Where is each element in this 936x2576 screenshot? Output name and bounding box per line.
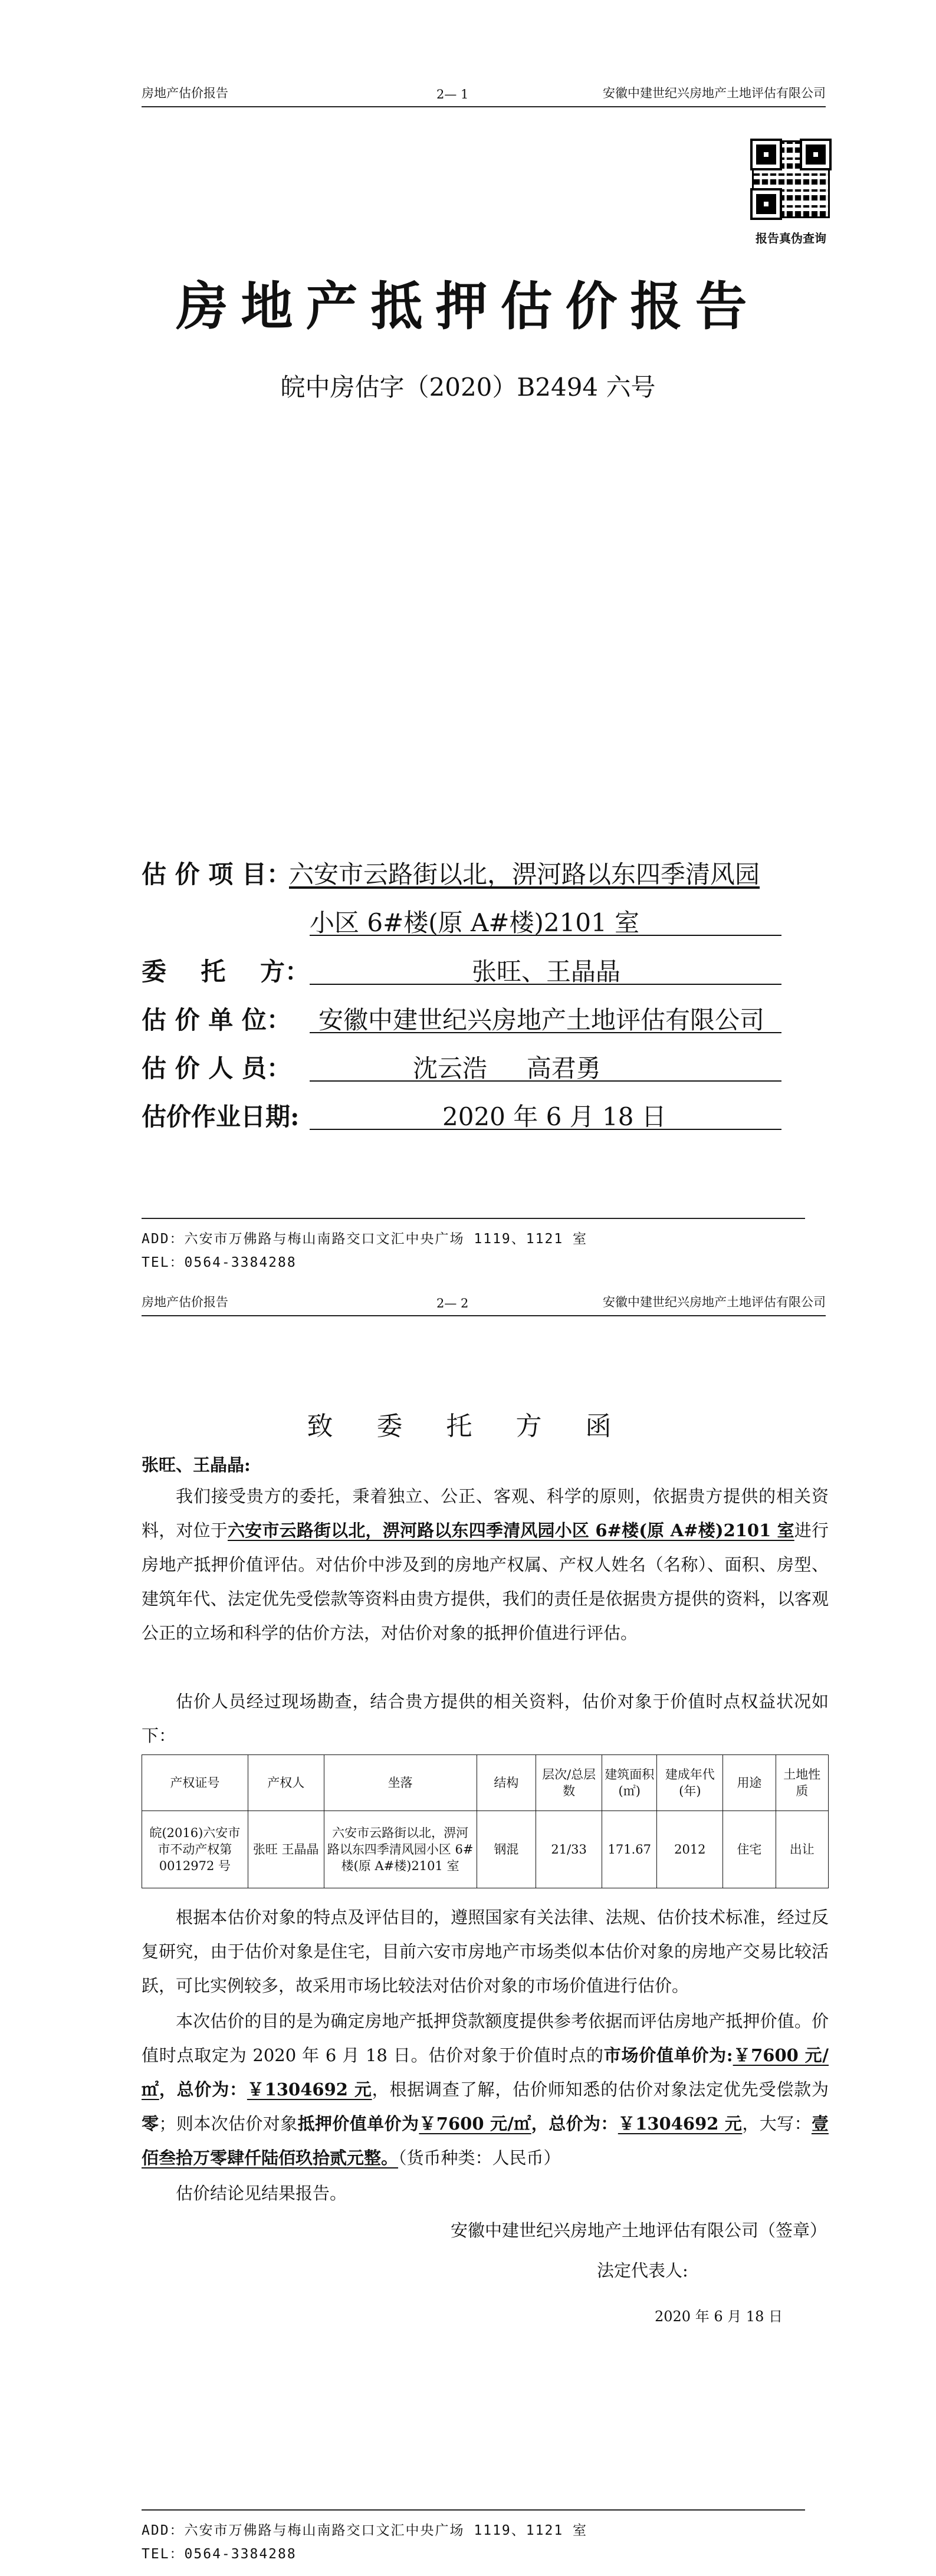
property-address: 六安市云路街以北，淠河路以东四季清风园小区 6#楼(原 A#楼)2101 室 [227,1520,794,1540]
info-label: 委 托 方： [142,957,310,986]
footer-tel: TEL：0564-3384288 [142,2547,297,2562]
letter-paragraph-5: 估价结论见结果报告。 [176,2183,347,2203]
footer-tel: TEL：0564-3384288 [142,1255,297,1270]
table-header: 结构 [477,1755,536,1811]
signature-company: 安徽中建世纪兴房地产土地评估有限公司（签章） [450,2220,827,2240]
table-header-row [142,1755,829,1811]
info-value-line2: 小区 6#楼(原 A#楼)2101 室 [310,908,640,937]
table-cell: 2012 [657,1811,723,1888]
footer-address: ADD：六安市万佛路与梅山南路交口文汇中央广场 1119、1121 室 [142,2523,588,2538]
footer-address: ADD：六安市万佛路与梅山南路交口文汇中央广场 1119、1121 室 [142,1231,588,1247]
info-label: 估价作业日期: [142,1102,300,1131]
header-page-number: 2— 2 [436,1296,469,1310]
header-title: 房地产估价报告 [142,86,228,100]
info-value: 六安市云路街以北，淠河路以东四季清风园 [289,860,760,889]
header-page-number: 2— 1 [436,87,469,101]
footer-rule [142,1218,805,1219]
mortgage-total-price: ￥1304692 元 [618,2114,743,2134]
info-value: 安徽中建世纪兴房地产土地评估有限公司 [318,1006,765,1034]
signature-date: 2020 年 6 月 18 日 [655,2308,783,2325]
table-row [142,1811,829,1888]
market-unit-price: ￥7600 元/㎡ [142,2045,829,2099]
info-label: 估 价 项 目： [142,860,291,889]
market-total-price: ￥1304692 元 [247,2079,372,2099]
page-header [142,83,826,107]
table-header: 建成年代(年) [657,1755,723,1811]
info-value: 张旺、王晶晶 [472,957,621,986]
info-label: 估 价 人 员： [142,1054,291,1083]
table-cell: 住宅 [723,1811,776,1888]
qr-code-icon[interactable] [752,140,830,218]
info-value: 沈云浩 高君勇 [413,1054,601,1083]
table-cell: 171.67 [602,1811,657,1888]
header-company: 安徽中建世纪兴房地产土地评估有限公司 [603,86,826,100]
letter-paragraph-1: 我们接受贵方的委托，秉着独立、公正、客观、科学的原则，依据贵方提供的相关资料，对位于六安市云路街以北，淠河路以东四季清风园小区 6#楼(原 A#楼)2101 室进行房地产抵押价值评估。对估价中涉及到的房地产权属、产权人姓名（名称）、面积、房型、建筑年代、法定优先受偿款等资料由贵方提供，我们的责任是依据贵方提供的资料，以客观公正的立场和科学的估价方法，对估价对象的抵押价值进行评估。 [142,1486,829,1643]
report-title: 房地产抵押估价报告 [176,275,760,337]
info-value: 2020 年 6 月 18 日 [442,1102,666,1131]
header-company: 安徽中建世纪兴房地产土地评估有限公司 [603,1295,826,1309]
table-cell: 六安市云路街以北，淠河路以东四季清风园小区 6#楼(原 A#楼)2101 室 [324,1811,477,1888]
letter-title: 致 委 托 方 函 [307,1411,629,1441]
page-header [142,1292,826,1316]
letter-paragraph-4: 本次估价的目的是为确定房地产抵押贷款额度提供参考依据而评估房地产抵押价值。价值时点取定为 2020 年 6 月 18 日。估价对象于价值时点的市场价值单价为:￥7600 元/㎡，总价为：￥1304692 元，根据调查了解，估价师知悉的估价对象法定优先受偿款为零；则本次估价对象抵押价值单价为￥7600 元/㎡，总价为：￥1304692 元，大写：壹佰叁拾万零肆仟陆佰玖拾贰元整。（货币种类：人民币） [142,2011,829,2168]
table-header: 坐落 [324,1755,477,1811]
property-table [142,1754,829,1888]
letter-greeting: 张旺、王晶晶: [142,1455,251,1475]
qr-caption: 报告真伪查询 [756,231,826,245]
table-header: 产权人 [248,1755,324,1811]
signature-representative: 法定代表人: [597,2260,688,2281]
table-cell: 21/33 [536,1811,602,1888]
letter-paragraph-2: 估价人员经过现场勘查，结合贵方提供的相关资料，估价对象于价值时点权益状况如下： [142,1691,829,1746]
table-header: 用途 [723,1755,776,1811]
table-cell: 出让 [776,1811,828,1888]
report-number: 皖中房估字（2020）B2494 六号 [280,373,656,402]
table-header: 层次/总层数 [536,1755,602,1811]
table-cell: 张旺 王晶晶 [248,1811,324,1888]
table-header: 土地性质 [776,1755,828,1811]
table-header: 建筑面积(㎡) [602,1755,657,1811]
mortgage-unit-price: ￥7600 元/㎡ [419,2114,531,2134]
table-header: 产权证号 [142,1755,248,1811]
letter-paragraph-3: 根据本估价对象的特点及评估目的，遵照国家有关法律、法规、估价技术标准，经过反复研究，由于估价对象是住宅，目前六安市房地产市场类似本估价对象的房地产交易比较活跃，可比实例较多，故采用市场比较法对估价对象的市场价值进行估价。 [142,1907,829,1996]
info-label: 估 价 单 位： [142,1006,291,1034]
amount-in-words: 壹佰叁拾万零肆仟陆佰玖拾贰元整。 [142,2114,829,2168]
header-title: 房地产估价报告 [142,1295,228,1309]
footer-rule [142,2509,805,2511]
table-cell: 皖(2016)六安市市不动产权第 0012972 号 [142,1811,248,1888]
table-cell: 钢混 [477,1811,536,1888]
